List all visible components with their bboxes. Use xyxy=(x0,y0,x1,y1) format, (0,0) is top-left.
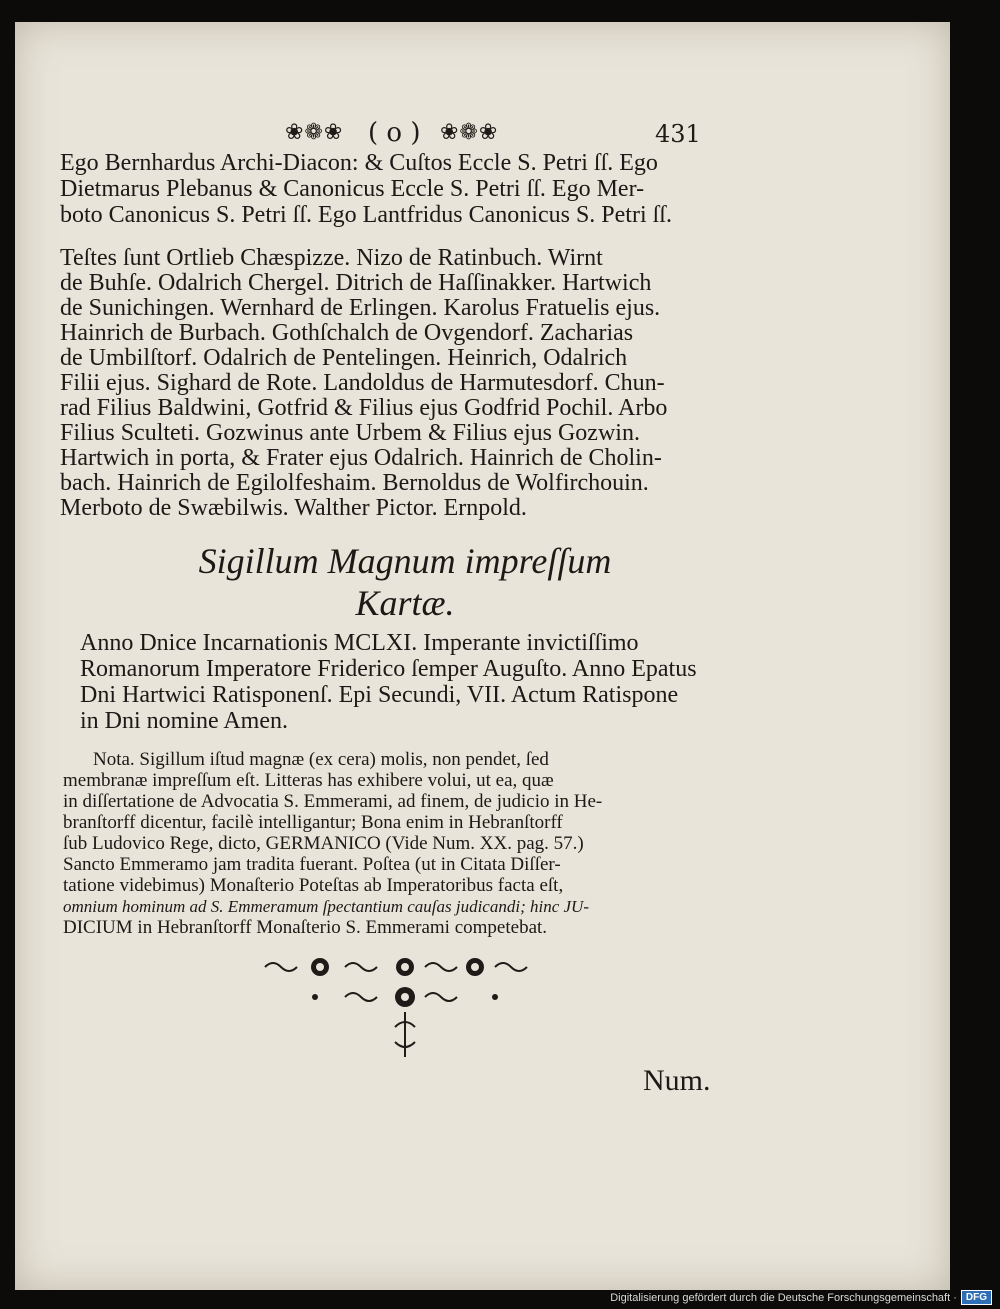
section-heading-line2: Kartæ. xyxy=(355,583,455,623)
header-ornament-right-icon: ❀❁❀ xyxy=(440,120,499,145)
text-line: Merboto de Swæbilwis. Walther Pictor. Ernpold. xyxy=(60,495,527,521)
note-line: in diſſertatione de Advocatia S. Emmerami, ad finem, de judicio in He- xyxy=(63,791,603,812)
text-line: rad Filius Baldwini, Gotfrid & Filius ejus Godfrid Pochil. Arbo xyxy=(60,395,668,421)
text-line: Filii ejus. Sighard de Rote. Landoldus de Harmutesdorf. Chun- xyxy=(60,370,665,396)
note-line: branſtorff dicentur, facilè intelligantur; Bona enim in Hebranſtorff xyxy=(63,812,563,833)
text-line: Teſtes ſunt Ortlieb Chæspizze. Nizo de Ratinbuch. Wirnt xyxy=(60,245,603,271)
note-line: omnium hominum ad S. Emmeramum ſpectantium cauſas judicandi; hinc JU- xyxy=(63,897,589,916)
page-number: 431 xyxy=(655,120,701,148)
book-page xyxy=(15,22,950,1290)
text-line: Romanorum Imperatore Friderico ſemper Auguſto. Anno Epatus xyxy=(80,656,697,682)
running-header xyxy=(15,120,950,154)
footer-text: Digitalisierung gefördert durch die Deutsche Forschungsgemeinschaft · xyxy=(610,1291,957,1304)
text-line: de Sunichingen. Wernhard de Erlingen. Karolus Fratuelis ejus. xyxy=(60,295,661,321)
note-line: Nota. Sigillum iſtud magnæ (ex cera) molis, non pendet, ſed xyxy=(93,749,549,770)
note-line: ſub Ludovico Rege, dicto, GERMANICO (Vide Num. XX. pag. 57.) xyxy=(63,833,584,854)
text-line: boto Canonicus S. Petri ſſ. Ego Lantfridus Canonicus S. Petri ſſ. xyxy=(60,202,672,228)
witnesses-paragraph xyxy=(60,246,740,521)
dfg-logo: DFG xyxy=(961,1290,992,1305)
text-line: in Dni nomine Amen. xyxy=(80,708,288,734)
header-signature: ( o ) xyxy=(368,118,421,148)
section-heading-line1: Sigillum Magnum impreſſum xyxy=(198,541,612,581)
note-line: Sancto Emmeramo jam tradita fuerant. Poſtea (ut in Citata Diſſer- xyxy=(63,854,561,875)
dating-paragraph xyxy=(60,630,740,734)
digitization-footer xyxy=(610,1290,992,1305)
text-line: Dni Hartwici Ratisponenſ. Epi Secundi, VII. Actum Ratispone xyxy=(80,682,679,708)
note-line: DICIUM in Hebranſtorff Monaſterio S. Emmerami competebat. xyxy=(63,917,548,938)
text-line: Anno Dnice Incarnationis MCLXI. Imperante invictiſſimo xyxy=(80,630,639,656)
text-line: Hartwich in porta, & Frater ejus Odalrich. Hainrich de Cholin- xyxy=(60,445,662,471)
note-line: membranæ impreſſum eſt. Litteras has exhibere volui, ut ea, quæ xyxy=(63,770,554,791)
text-line: Hainrich de Burbach. Gothſchalch de Ovgendorf. Zacharias xyxy=(60,320,634,346)
note-line: tatione videbimus) Monaſterio Poteſtas ab Imperatoribus facta eſt, xyxy=(63,875,564,896)
nota-paragraph xyxy=(63,749,743,938)
text-line: Ego Bernhardus Archi-Diacon: & Cuſtos Eccle S. Petri ſſ. Ego xyxy=(60,150,658,176)
text-line: Filius Sculteti. Gozwinus ante Urbem & Filius ejus Gozwin. xyxy=(60,420,640,446)
text-line: bach. Hainrich de Egilolfeshaim. Bernoldus de Wolfirchouin. xyxy=(60,470,649,496)
signatories-paragraph xyxy=(60,150,740,228)
header-ornament-icon: ❀❁❀ xyxy=(285,120,344,145)
text-line: de Umbilſtorf. Odalrich de Pentelingen. Heinrich, Odalrich xyxy=(60,345,628,371)
tailpiece-ornament-icon xyxy=(255,957,555,1067)
catchword: Num. xyxy=(643,1064,711,1097)
text-line: de Buhſe. Odalrich Chergel. Ditrich de Haſſinakker. Hartwich xyxy=(60,270,652,296)
text-line: Dietmarus Plebanus & Canonicus Eccle S. Petri ſſ. Ego Mer- xyxy=(60,176,645,202)
